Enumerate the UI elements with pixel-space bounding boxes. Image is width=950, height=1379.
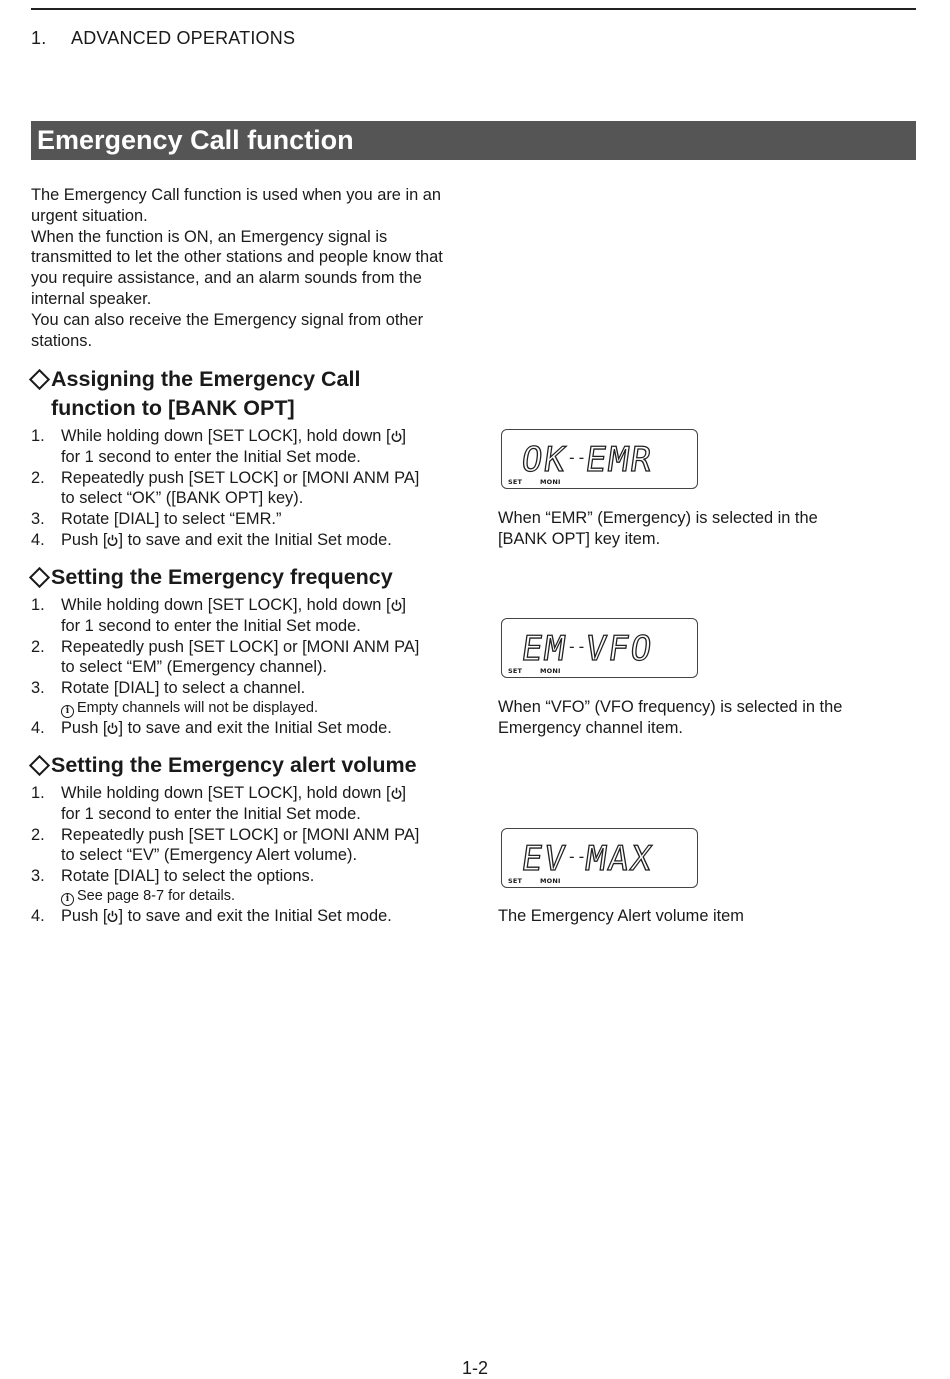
power-icon — [107, 910, 118, 922]
section-heading-line: Setting the Emergency alert volume — [51, 753, 417, 777]
step-item — [31, 678, 461, 718]
page-number: 1-2 — [461, 1358, 488, 1378]
power-icon — [107, 722, 118, 734]
intro-paragraph: When the function is ON, an Emergency signal is transmitted to let the other stations and people know that you require assistance, and an alarm sounds from the internal speaker. — [31, 227, 443, 308]
step-note — [61, 887, 461, 906]
display-caption — [498, 906, 878, 927]
intro-paragraph: The Emergency Call function is used when you are in an urgent situation. — [31, 186, 441, 225]
top-rule — [31, 8, 916, 10]
caption-line: When “EMR” (Emergency) is selected in the — [498, 509, 818, 527]
step-list-assign — [31, 426, 461, 551]
display-caption — [498, 697, 878, 739]
lcd-segments — [502, 430, 697, 488]
step-text: Repeatedly push [SET LOCK] or [MONI ANM PA] — [61, 468, 420, 487]
step-number: 2. — [31, 825, 45, 844]
step-number: 3. — [31, 679, 45, 698]
section-heading-volume — [31, 751, 451, 780]
lcd-segments — [502, 619, 697, 677]
power-icon — [391, 430, 402, 442]
chapter-header — [31, 28, 295, 49]
step-item — [31, 530, 461, 551]
step-item — [31, 783, 461, 825]
step-text: ] — [401, 427, 407, 445]
lcd-text-right: VFO — [582, 629, 656, 669]
step-item — [31, 426, 461, 468]
step-number: 1. — [31, 784, 45, 802]
step-text: While holding down [SET LOCK], hold down [ — [61, 784, 391, 802]
page-title-bar — [31, 121, 916, 160]
lcd-text-right: MAX — [582, 839, 656, 879]
lcd-label-set: SET — [508, 877, 523, 885]
info-icon: i — [61, 893, 74, 906]
section-heading-line: Assigning the Emergency Call — [51, 367, 361, 391]
step-list-frequency — [31, 595, 461, 739]
lcd-text-right: EMR — [582, 440, 656, 480]
page-title: Emergency Call function — [37, 125, 354, 155]
caption-line: Emergency channel item. — [498, 718, 683, 737]
step-item — [31, 718, 461, 739]
step-text: Rotate [DIAL] to select “EMR.” — [61, 510, 282, 529]
caption-line: [BANK OPT] key item. — [498, 529, 661, 548]
step-text: Rotate [DIAL] to select the options. — [61, 867, 315, 886]
step-number: 3. — [31, 867, 45, 886]
caption-line: The Emergency Alert volume item — [498, 907, 744, 925]
lcd-label-set: SET — [508, 478, 523, 486]
step-list-volume — [31, 783, 461, 927]
caption-line: When “VFO” (VFO frequency) is selected in the — [498, 698, 843, 716]
note-text: See page 8-7 for details. — [77, 887, 235, 904]
step-text: While holding down [SET LOCK], hold down [ — [61, 427, 391, 445]
lcd-text-left: EV — [518, 839, 570, 879]
step-text: for 1 second to enter the Initial Set mode. — [61, 447, 361, 466]
section-heading-line: Setting the Emergency frequency — [51, 565, 393, 589]
lcd-text-left: EM — [518, 629, 570, 669]
step-text: Repeatedly push [SET LOCK] or [MONI ANM PA] — [61, 637, 420, 656]
lcd-dash: -- — [567, 448, 587, 467]
step-item — [31, 637, 461, 679]
step-text: to select “OK” ([BANK OPT] key). — [61, 489, 304, 508]
lcd-label-set: SET — [508, 667, 523, 675]
step-text: While holding down [SET LOCK], hold down [ — [61, 596, 391, 614]
lcd-text-left: OK — [518, 440, 570, 480]
section-heading-line: function to [BANK OPT] — [51, 396, 295, 420]
step-item — [31, 825, 461, 867]
step-number: 4. — [31, 906, 45, 925]
step-number: 1. — [31, 427, 45, 445]
section-heading-frequency — [31, 563, 451, 592]
step-text: to select “EM” (Emergency channel). — [61, 658, 327, 677]
lcd-display — [501, 828, 698, 888]
note-text: Empty channels will not be displayed. — [77, 699, 318, 716]
intro-paragraph: You can also receive the Emergency signal from other stations. — [31, 310, 424, 350]
step-text: Rotate [DIAL] to select a channel. — [61, 679, 306, 698]
step-item — [31, 509, 461, 530]
lcd-label-moni: MONI — [540, 478, 561, 486]
step-text: Push [ — [61, 530, 108, 549]
info-icon: i — [61, 705, 74, 718]
step-text: for 1 second to enter the Initial Set mode. — [61, 616, 361, 635]
step-text: Push [ — [61, 906, 108, 925]
lcd-display — [501, 618, 698, 678]
step-text: ] — [401, 784, 407, 802]
lcd-display — [501, 429, 698, 489]
step-number: 4. — [31, 718, 45, 737]
step-item — [31, 468, 461, 510]
step-text: ] to save and exit the Initial Set mode. — [118, 906, 392, 925]
intro-text — [31, 185, 461, 351]
step-text: Push [ — [61, 718, 108, 737]
step-text: ] to save and exit the Initial Set mode. — [118, 530, 392, 549]
lcd-dash: -- — [567, 847, 587, 866]
step-number: 2. — [31, 468, 45, 487]
step-text: Repeatedly push [SET LOCK] or [MONI ANM PA] — [61, 825, 420, 844]
step-item — [31, 595, 461, 637]
power-icon — [391, 787, 402, 799]
section-heading-assign — [31, 365, 451, 423]
step-note — [61, 699, 461, 718]
step-text: ] to save and exit the Initial Set mode. — [118, 718, 392, 737]
step-item — [31, 866, 461, 906]
chapter-number: 1. — [31, 28, 47, 48]
lcd-label-moni: MONI — [540, 877, 561, 885]
step-number: 3. — [31, 510, 45, 529]
step-text: ] — [401, 596, 407, 614]
power-icon — [107, 534, 118, 546]
lcd-segments — [502, 829, 697, 887]
power-icon — [391, 599, 402, 611]
step-text: for 1 second to enter the Initial Set mode. — [61, 804, 361, 823]
chapter-title: ADVANCED OPERATIONS — [71, 28, 296, 48]
step-text: to select “EV” (Emergency Alert volume). — [61, 846, 358, 865]
lcd-label-moni: MONI — [540, 667, 561, 675]
step-number: 2. — [31, 637, 45, 656]
display-caption — [498, 508, 878, 550]
lcd-dash: -- — [567, 637, 587, 656]
step-item — [31, 906, 461, 927]
step-number: 4. — [31, 530, 45, 549]
step-number: 1. — [31, 596, 45, 614]
